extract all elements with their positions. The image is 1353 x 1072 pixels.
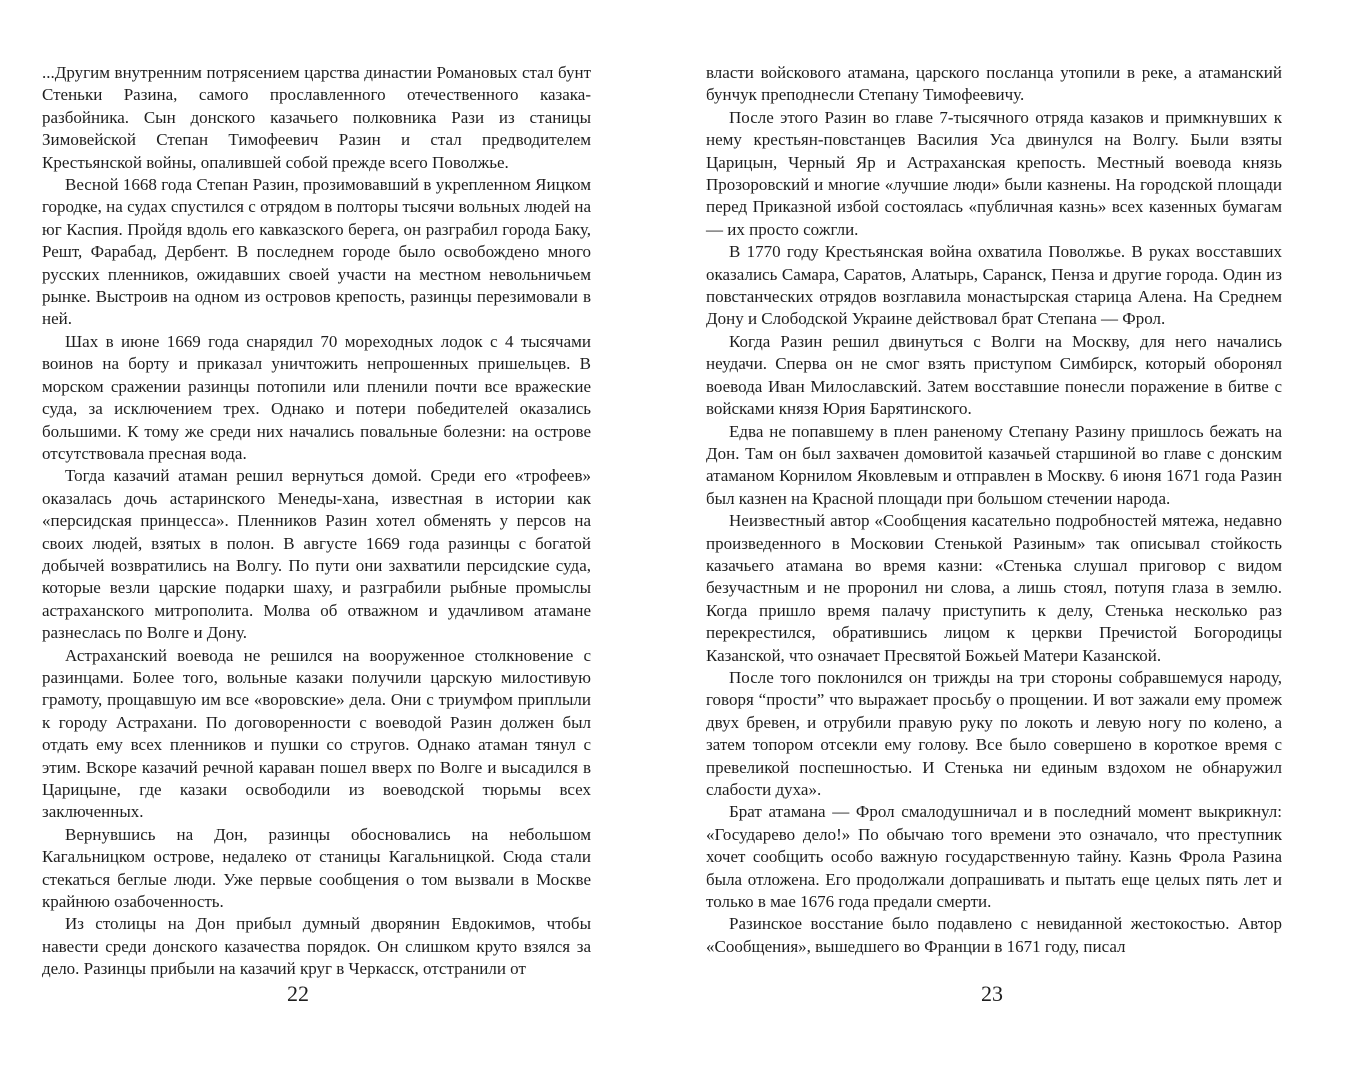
left-page-number: 22: [287, 981, 309, 1006]
left-paragraph-4: Тогда казачий атаман решил вернуться домой. Среди его «трофеев» оказалась дочь астаринского Менеды-хана, известная в истории как «персидская принцесса». Пленников Разин хотел обменять у персов на своих людей, взятых в полон. В августе 1669 года разинцы с богатой добычей возвратились на Волгу. По пути они захватили персидские суда, которые везли царские подарки шаху, и разграбили рыбные промыслы астраханского митрополита. Молва об отважном и удачливом атамане разнеслась по Волге и Дону.: [42, 466, 591, 643]
left-paragraph-2: Весной 1668 года Степан Разин, прозимовавший в укрепленном Яицком городке, на судах спустился с отрядом в полторы тысячи вольных людей на юг Каспия. Пройдя вдоль его кавказского берега, он разграбил города Баку, Решт, Фарабад, Дербент. В последнем городе было освобождено много русских пленников, ожидавших своей участи на местном невольничьем рынке. Выстроив на одном из островов крепость, разинцы перезимовали в ней.: [42, 175, 591, 329]
right-paragraph-4: Когда Разин решил двинуться с Волги на Москву, для него начались неудачи. Сперва он не смог взять приступом Симбирск, который оборонял воевода Иван Милославский. Затем восставшие понесли поражение в битве с войсками князя Юрия Барятинского.: [706, 331, 1282, 419]
right-paragraph-3: В 1770 году Крестьянская война охватила Поволжье. В руках восставших оказались Самара, Саратов, Алатырь, Саранск, Пенза и другие города. Один из повстанческих отрядов возглавила монастырская старица Алена. На Среднем Дону и Слободской Украине действовал брат Степана — Фрол.: [706, 242, 1282, 329]
right-paragraph-7: После того поклонился он трижды на три стороны собравшемуся народу, говоря “прости” что выражает просьбу о прощении. И вот зажали ему промеж двух бревен, и отрубили правую руку по локоть и левую ногу по колено, а затем топором отсекли ему голову. Все было совершено в короткое время с превеликой поспешностью. И Стенька ни единым вздохом не обнаружил слабости духа».: [706, 667, 1282, 799]
left-paragraph-5: Астраханский воевода не решился на вооруженное столкновение с разинцами. Более того, вольные казаки получили царскую милостивую грамоту, прощавшую им все «воровские» дела. Они с триумфом приплыли к городу Астрахани. По договоренности с воеводой Разин должен был отдать ему всех пленников и пушки со стругов. Однако атаман тянул с этим. Вскоре казачий речной караван пошел вверх по Волге и высадился в Царицыне, где казаки освободили из воеводской тюрьмы всех заключенных.: [42, 645, 591, 822]
right-paragraph-6: Неизвестный автор «Сообщения касательно подробностей мятежа, недавно произведенного в Московии Стенькой Разиным» так описывал стойкость казачьего атамана во время казни: «Стенька слушал приговор с видом безучастным и не проронил ни слова, а лишь стоял, потупя глаза в землю. Когда пришло время палачу приступить к делу, Стенька несколько раз перекрестился, обратившись лицом к церкви Пречистой Богородицы Казанской, что означает Пресвятой Божьей Матери Казанской.: [706, 511, 1282, 665]
right-paragraph-9: Разинское восстание было подавлено с невиданной жестокостью. Автор «Сообщения», вышедшего во Франции в 1671 году, писал: [706, 914, 1282, 956]
right-paragraph-2: После этого Разин во главе 7-тысячного отряда казаков и примкнувших к нему крестьян-повстанцев Василия Уса двинулся на Волгу. Были взяты Царицын, Черный Яр и Астраханская крепость. Местный воевода князь Прозоровский и многие «лучшие люди» были казнены. На городской площади перед Приказной избой состоялась «публичная казнь» всех казенных бумагам — их просто сожгли.: [706, 107, 1282, 239]
right-paragraph-1: власти войскового атамана, царского посланца утопили в реке, а атаманский бунчук преподнесли Степану Тимофеевичу.: [706, 63, 1282, 105]
right-page-number: 23: [981, 981, 1003, 1006]
left-paragraph-1: ...Другим внутренним потрясением царства династии Романовых стал бунт Стеньки Разина, самого прославленного отечественного казака-разбойника. Сын донского казачьего полковника Рази из станицы Зимовейской Степан Тимофеевич Разин и стал предводителем Крестьянской войны, опалившей собой прежде всего Поволжье.: [42, 63, 591, 172]
right-paragraph-8: Брат атамана — Фрол смалодушничал и в последний момент выкрикнул: «Государево дело!» По обычаю того времени это означало, что преступник хочет сообщить особо важную государственную тайну. Казнь Фрола Разина была отложена. Его продолжали допрашивать и пытать еще целых пять лет и только в мае 1676 года предали смерти.: [706, 802, 1282, 912]
left-paragraph-7: Из столицы на Дон прибыл думный дворянин Евдокимов, чтобы навести среди донского казачества порядок. Он слишком круто взялся за дело. Разинцы прибыли на казачий круг в Черкасск, отстранили от: [42, 914, 591, 979]
right-page: [706, 62, 1282, 1022]
left-page: [42, 62, 591, 1022]
right-paragraph-5: Едва не попавшему в плен раненому Степану Разину пришлось бежать на Дон. Там он был захвачен домовитой казачьей старшиной во главе с донским атаманом Корнилом Яковлевым и отправлен в Москву. 6 июня 1671 года Разин был казнен на Красной площади при большом стечении народа.: [706, 421, 1282, 508]
left-paragraph-6: Вернувшись на Дон, разинцы обосновались на небольшом Кагальницком острове, недалеко от станицы Кагальницкой. Сюда стали стекаться беглые люди. Уже первые сообщения о том вызвали в Москве крайнюю озабоченность.: [42, 824, 591, 912]
left-paragraph-3: Шах в июне 1669 года снарядил 70 мореходных лодок с 4 тысячами воинов на борту и приказал уничтожить непрошенных пришельцев. В морском сражении разинцы потопили или пленили почти все вражеские суда, за исключением трех. Однако и потери победителей оказались большими. К тому же среди них начались повальные болезни: на острове отсутствовала пресная вода.: [42, 331, 591, 463]
